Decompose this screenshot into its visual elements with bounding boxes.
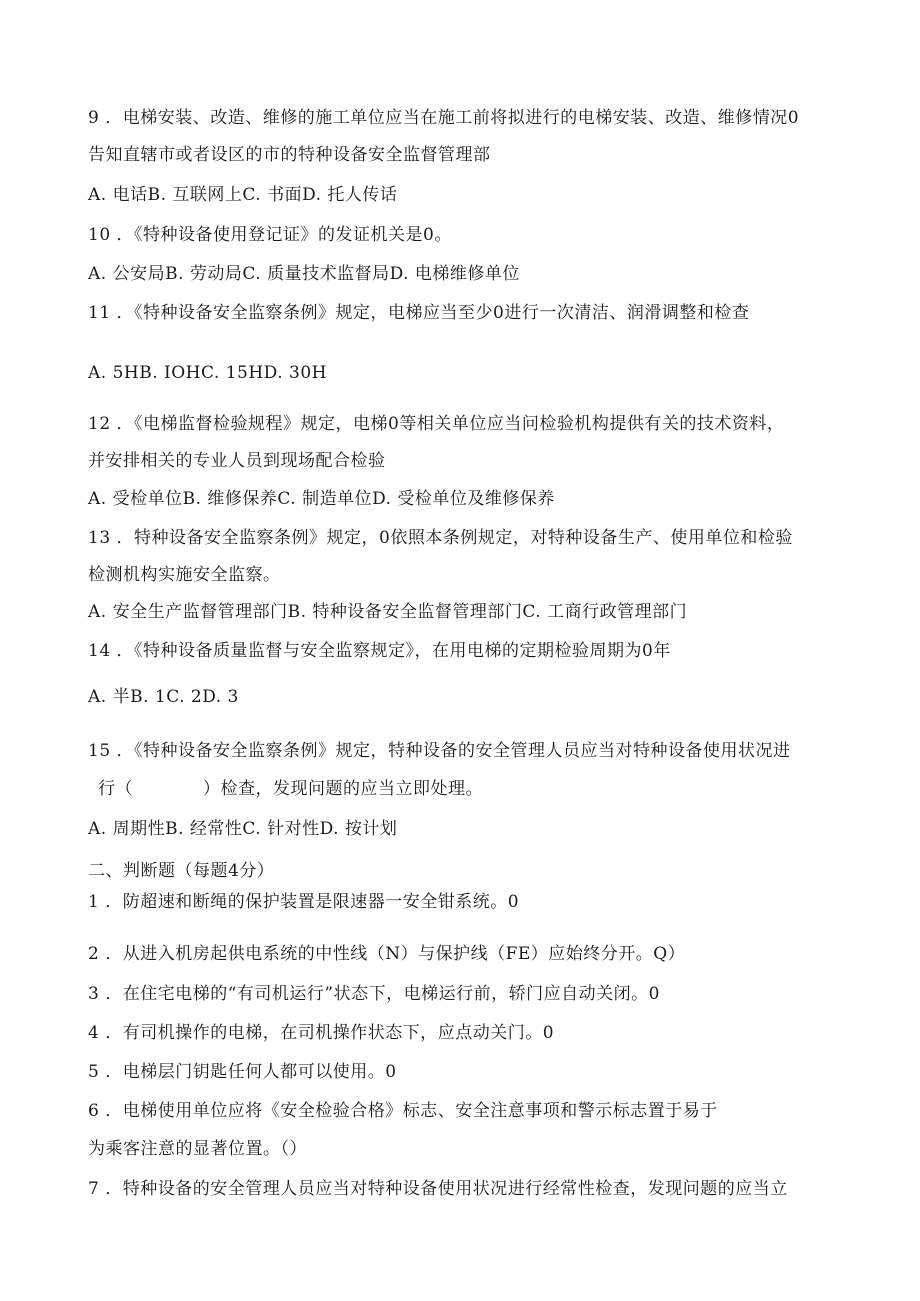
question-11: 11 ．《特种设备安全监察条例》规定，电梯应当至少0进行一次清洁、润滑调整和检查 bbox=[88, 303, 750, 323]
question-13-line-2: 检测机构实施安全监察。 bbox=[88, 565, 281, 585]
question-14: 14 ．《特种设备质量监督与安全监察规定》，在用电梯的定期检验周期为0年 bbox=[88, 641, 671, 661]
question-9-line-2: 告知直辖市或者设区的市的特种设备安全监督管理部 bbox=[88, 145, 491, 165]
question-12-options: A. 受检单位B. 维修保养C. 制造单位D. 受检单位及维修保养 bbox=[88, 489, 555, 509]
question-11-options: A. 5HB. IOHC. 15HD. 30H bbox=[88, 363, 327, 383]
question-15-line-1: 15 ．《特种设备安全监察条例》规定，特种设备的安全管理人员应当对特种设备使用状况进 bbox=[88, 741, 791, 761]
section-heading-true-false: 二、判断题（每题4分） bbox=[88, 861, 275, 881]
judgment-2: 2 ．从进入机房起供电系统的中性线（N）与保护线（FE）应始终分开。Q） bbox=[88, 944, 686, 964]
question-15-line-2: 行（ ）检查，发现问题的应当立即处理。 bbox=[98, 779, 483, 799]
judgment-5: 5 ．电梯层门钥匙任何人都可以使用。0 bbox=[88, 1062, 397, 1082]
judgment-7: 7 ．特种设备的安全管理人员应当对特种设备使用状况进行经常性检查，发现问题的应当立 bbox=[88, 1179, 788, 1199]
judgment-3: 3 ．在住宅电梯的“有司机运行”状态下，电梯运行前，轿门应自动关闭。0 bbox=[88, 984, 660, 1004]
judgment-6-line-2: 为乘客注意的显著位置。（） bbox=[88, 1139, 307, 1159]
question-9-options: A. 电话B. 互联网上C. 书面D. 托人传话 bbox=[88, 185, 398, 205]
question-13-line-1: 13 ．特种设备安全监察条例》规定，0依照本条例规定，对特种设备生产、使用单位和检验 bbox=[88, 528, 793, 548]
question-12-line-2: 并安排相关的专业人员到现场配合检验 bbox=[88, 451, 386, 471]
judgment-6-line-1: 6 ．电梯使用单位应将《安全检验合格》标志、安全注意事项和警示标志置于易于 bbox=[88, 1101, 718, 1121]
question-9-line-1: 9 ．电梯安装、改造、维修的施工单位应当在施工前将拟进行的电梯安装、改造、维修情况0 bbox=[88, 108, 800, 128]
question-13-options: A. 安全生产监督管理部门B. 特种设备安全监督管理部门C. 工商行政管理部门 bbox=[88, 602, 688, 622]
question-15-options: A. 周期性B. 经常性C. 针对性D. 按计划 bbox=[88, 819, 398, 839]
question-14-options: A. 半B. 1C. 2D. 3 bbox=[88, 687, 239, 707]
question-10: 10 ．《特种设备使用登记证》的发证机关是0。 bbox=[88, 225, 452, 245]
question-10-options: A. 公安局B. 劳动局C. 质量技术监督局D. 电梯维修单位 bbox=[88, 264, 520, 284]
judgment-1: 1 ．防超速和断绳的保护装置是限速器一安全钳系统。0 bbox=[88, 892, 520, 912]
question-12-line-1: 12 ．《电梯监督检验规程》规定，电梯0等相关单位应当问检验机构提供有关的技术资料， bbox=[88, 414, 785, 434]
judgment-4: 4 ．有司机操作的电梯，在司机操作状态下，应点动关门。0 bbox=[88, 1023, 555, 1043]
